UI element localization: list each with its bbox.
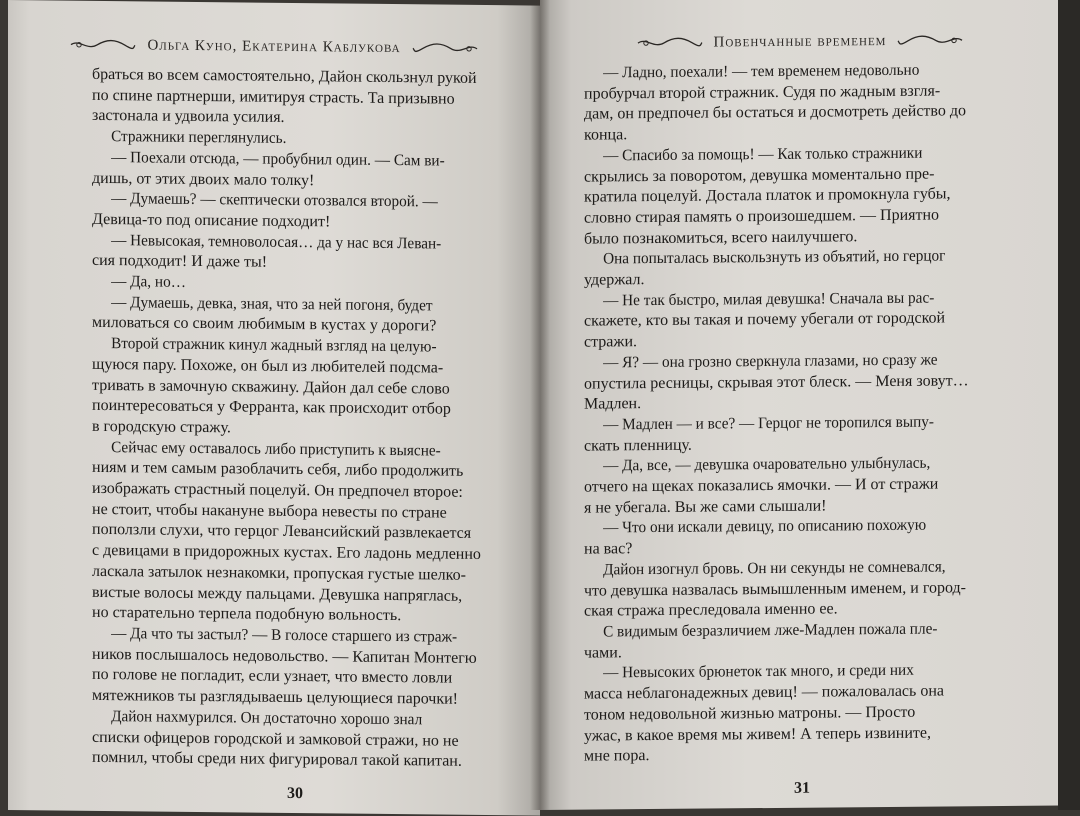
text-line: Девица-то под описание подходит! [92, 210, 331, 231]
text-line: застонала и удвоила усилия. [92, 107, 285, 127]
text-line: — Да, но… [111, 273, 186, 291]
right-header-title: Повенчанные временем [713, 32, 887, 50]
text-line: пробурчал второй стражник. Судя по жадным взгля- [584, 82, 941, 103]
text-line: что девушка назвалась вымышленным именем, и город- [584, 578, 966, 600]
text-line: списки офицеров городской и замковой стражи, но не [92, 728, 459, 750]
text-line: чами. [584, 643, 622, 662]
text-line: — Не так быстро, милая девушка! Сначала вы рас- [603, 289, 935, 310]
text-line: Стражники переглянулись. [111, 128, 287, 148]
left-page-number: 30 [287, 784, 303, 803]
text-line: поинтересоваться у Ферранта, как происходит отбор [92, 397, 451, 418]
text-line: Второй стражник кинул жадный взгляд на целую- [111, 335, 437, 356]
flourish-left-icon [636, 36, 704, 51]
text-line: сия подходит! И даже ты! [92, 252, 268, 272]
text-line: щуюся пару. Похоже, он был из любителей подсма- [92, 355, 444, 377]
text-line: ниям и тем самым разоблачить себя, либо продолжить [92, 459, 464, 481]
text-line: мне пора. [584, 747, 650, 765]
text-line: тоном недовольной жизнью матроны. — Просто [584, 703, 916, 724]
text-line: на вас? [584, 540, 633, 558]
flourish-right-icon [411, 41, 479, 56]
left-page-body [92, 65, 520, 773]
text-line: скажете, кто вы такая и почему убегали от городской [584, 309, 946, 331]
flourish-right-icon [896, 33, 964, 48]
text-line: — Поехали отсюда, — пробубнил один. — Сам ви- [111, 148, 445, 170]
text-line: — Да что ты застыл? — В голосе старшего из страж- [111, 625, 458, 646]
text-line: — Мадлен — и все? — Герцог не торопился выпу- [603, 413, 934, 434]
text-line: масса неблагонадежных девиц! — пожаловалась она [584, 682, 944, 703]
text-line: — Ладно, поехали! — тем временем недовольно [603, 61, 920, 82]
background-edge [1058, 0, 1080, 810]
left-header-authors: Ольга Куно, Екатерина Каблукова [147, 36, 401, 56]
text-line: Сейчас ему оставалось либо приступить к выясне- [111, 438, 441, 460]
text-line: ников послышалось недовольство. — Капитан Монтегю [92, 645, 477, 667]
text-line: Дайон изогнул бровь. Он ни секунды не сомневался, [603, 558, 946, 579]
text-line: ужас, в какое время мы живем! А теперь извините, [584, 724, 931, 745]
text-line: опустила ресницы, скрывая этот блеск. — Меня зовут… [584, 371, 969, 393]
text-line: ласкала затылок незнакомки, пропуская густые шелко- [92, 562, 466, 584]
text-line: Она попыталась выскользнуть из объятий, но герцог [603, 247, 946, 268]
right-running-header [540, 25, 1060, 58]
text-line: стражи. [584, 333, 638, 351]
text-line: — Да, все, — девушка очаровательно улыбнулась, [603, 454, 931, 475]
text-line: изображать страстный поцелуй. Он предпочел второе: [92, 479, 463, 501]
book-gutter [530, 0, 550, 810]
text-line: — Думаешь? — скептически отозвался второй. — [111, 190, 438, 211]
text-line: мятежников ты разглядываешь целующиеся парочки! [92, 686, 458, 708]
text-line: миловаться со своим любимым в кустах у дороги? [92, 314, 437, 335]
text-line: было познакомиться, всего наилучшего. [584, 227, 858, 248]
text-line: вистые волосы между пальцами. Девушка напряглась, [92, 583, 463, 605]
left-running-header [8, 30, 540, 64]
text-line: скрылись за поворотом, девушка моментально пре- [584, 165, 935, 186]
text-line: по голове не погладит, если узнает, что вместо ловли [92, 666, 453, 688]
text-line: дишь, от этих двоих мало толку! [92, 169, 315, 189]
flourish-left-icon [69, 38, 137, 53]
right-page-body [584, 60, 1012, 768]
text-line: Мадлен. [584, 395, 642, 413]
text-line: дам, он предпочел бы остаться и досмотреть действо до [584, 102, 966, 124]
right-page-number: 31 [794, 779, 810, 797]
text-line: словно стирая память о произошедшем. — Приятно [584, 206, 940, 227]
right-page [540, 0, 1060, 810]
text-line: с девицами в придорожных кустах. Его ладонь медленно [92, 542, 481, 564]
text-line: С видимым безразличием лже-Мадлен пожала пле- [603, 620, 938, 641]
text-line: — Я? — она грозно сверкнула глазами, но сразу же [603, 351, 938, 372]
text-line: — Что они искали девицу, по описанию похожую [603, 517, 927, 537]
text-line: ская стража преследовала именно ее. [584, 600, 838, 620]
text-line: браться во всем самостоятельно, Дайон скользнул рукой [92, 65, 477, 87]
text-line: отчего на щеках показались ямочки. — И от стражи [584, 475, 939, 496]
text-line: я не убегала. Вы же сами слышали! [584, 497, 827, 517]
text-line: — Думаешь, девка, зная, что за ней погоня, будет [111, 293, 433, 315]
text-line: удержал. [584, 271, 645, 289]
text-line: — Невысокая, темноволосая… да у нас вся Леван- [111, 231, 442, 253]
text-line: — Спасибо за помощь! — Как только стражники [603, 144, 923, 165]
text-line: в городскую стражу. [92, 417, 231, 437]
text-line: не стоит, чтобы накануне выбора невесты по стране [92, 500, 447, 522]
left-page [8, 0, 540, 816]
text-line: поползли слухи, что герцог Левансийский развлекается [92, 521, 472, 543]
text-line: кратила поцелуй. Достала платок и промокнула губы, [584, 185, 951, 206]
text-line: конца. [584, 126, 628, 144]
text-line: но старательно терпела подобную вольность. [92, 604, 402, 625]
text-line: — Невысоких брюнеток так много, и среди них [603, 662, 914, 682]
text-line: по спине партнерши, имитируя страсть. Та призывно [92, 86, 455, 108]
text-line: тривать в замочную скважину. Дайон дал себе слово [92, 376, 450, 398]
text-line: Дайон нахмурился. Он достаточно хорошо знал [111, 707, 423, 729]
text-line: помнил, чтобы среди них фигурировал такой капитан. [92, 749, 462, 770]
text-line: скать пленницу. [584, 436, 692, 455]
